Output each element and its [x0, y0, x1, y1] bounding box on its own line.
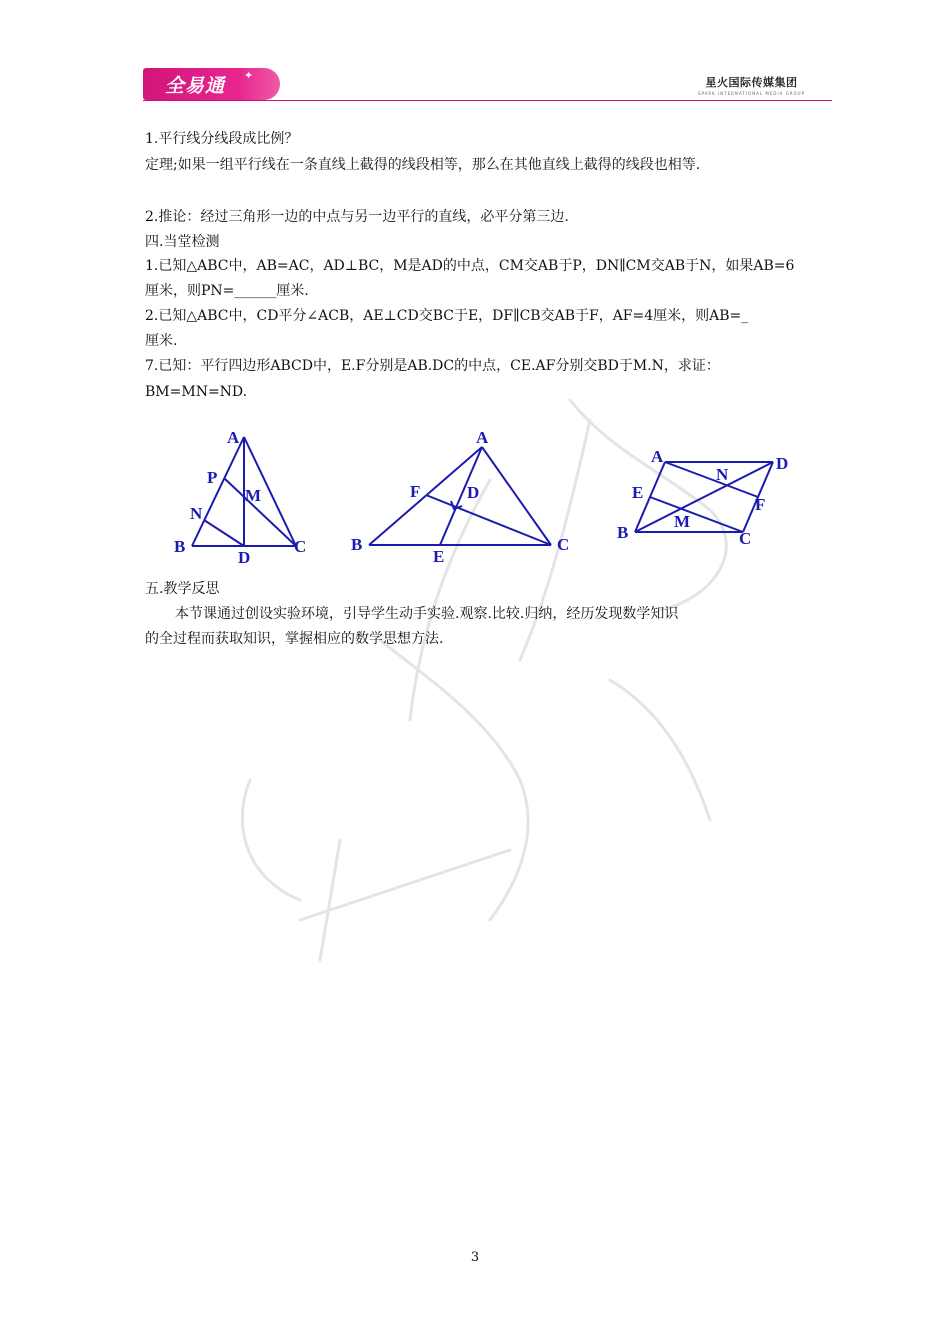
text-line-9: 7.已知：平行四边形ABCD中，E.F分别是AB.DC的中点，CE.AF分别交BD于M.N，求证： — [145, 358, 720, 374]
fig3-label-n: N — [716, 465, 729, 484]
fig1-label-m: M — [245, 486, 262, 505]
brand-logo — [143, 68, 280, 100]
figure-parallelogram — [610, 440, 800, 552]
fig2-label-b: B — [351, 535, 363, 554]
figure-triangle-2 — [345, 425, 580, 570]
text-line-7: 2.已知△ABC中，CD平分∠ACB，AE⊥CD交BC于E，DF∥CB交AB于F，AF=4厘米，则AB=_ — [145, 308, 749, 324]
text-line-13: 的全过程而获取知识，掌握相应的数学思想方法. — [145, 631, 444, 647]
fig3-label-a: A — [651, 447, 664, 466]
fig2-label-e: E — [433, 547, 445, 566]
page-number: 3 — [470, 1250, 480, 1265]
fig1-label-c: C — [294, 537, 307, 556]
fig1-label-p: P — [207, 468, 218, 487]
fig3-label-f: F — [755, 495, 766, 514]
header-divider — [143, 100, 832, 101]
section-heading-reflection: 五.教学反思 — [145, 581, 220, 597]
fig2-label-d: D — [467, 483, 480, 502]
section-heading-check: 四.当堂检测 — [145, 234, 220, 250]
text-line-8: 厘米. — [145, 333, 178, 349]
text-line-10: BM=MN=ND. — [145, 384, 248, 400]
company-name-cn: 星火国际传媒集团 — [705, 76, 798, 89]
fig2-label-f: F — [410, 482, 421, 501]
fig3-label-b: B — [617, 523, 629, 542]
fig1-label-d: D — [238, 548, 251, 567]
sparkle-icon: ✦ — [244, 69, 254, 82]
fig1-label-n: N — [190, 504, 203, 523]
text-line-3: 2.推论：经过三角形一边的中点与另一边平行的直线，必平分第三边. — [145, 209, 569, 225]
text-line-2: 定理;如果一组平行线在一条直线上截得的线段相等，那么在其他直线上截得的线段也相等. — [145, 157, 701, 173]
figure-triangle-1 — [165, 425, 315, 570]
fig2-label-c: C — [557, 535, 570, 554]
text-line-5: 1.已知△ABC中，AB=AC，AD⊥BC，M是AD的中点，CM交AB于P，DN∥CM交AB于N，如果AB=6 — [145, 258, 795, 274]
company-name-en: SPARK INTERNATIONAL MEDIA GROUP — [697, 91, 805, 96]
text-line-1: 1.平行线分线段成比例？ — [145, 131, 299, 147]
fig3-label-d: D — [776, 454, 789, 473]
fig1-label-a: A — [227, 428, 240, 447]
fig3-label-c: C — [739, 529, 752, 548]
fig2-label-a: A — [476, 428, 489, 447]
fig3-label-m: M — [674, 512, 691, 531]
company-mark — [698, 74, 805, 96]
fig1-label-b: B — [174, 537, 186, 556]
text-line-6: 厘米，则PN=______厘米. — [145, 283, 309, 299]
fig3-label-e: E — [632, 483, 644, 502]
brand-logo-text: 全易通 — [165, 75, 226, 97]
text-line-12: 本节课通过创设实验环境，引导学生动手实验.观察.比较.归纳，经历发现数学知识 — [175, 606, 679, 622]
